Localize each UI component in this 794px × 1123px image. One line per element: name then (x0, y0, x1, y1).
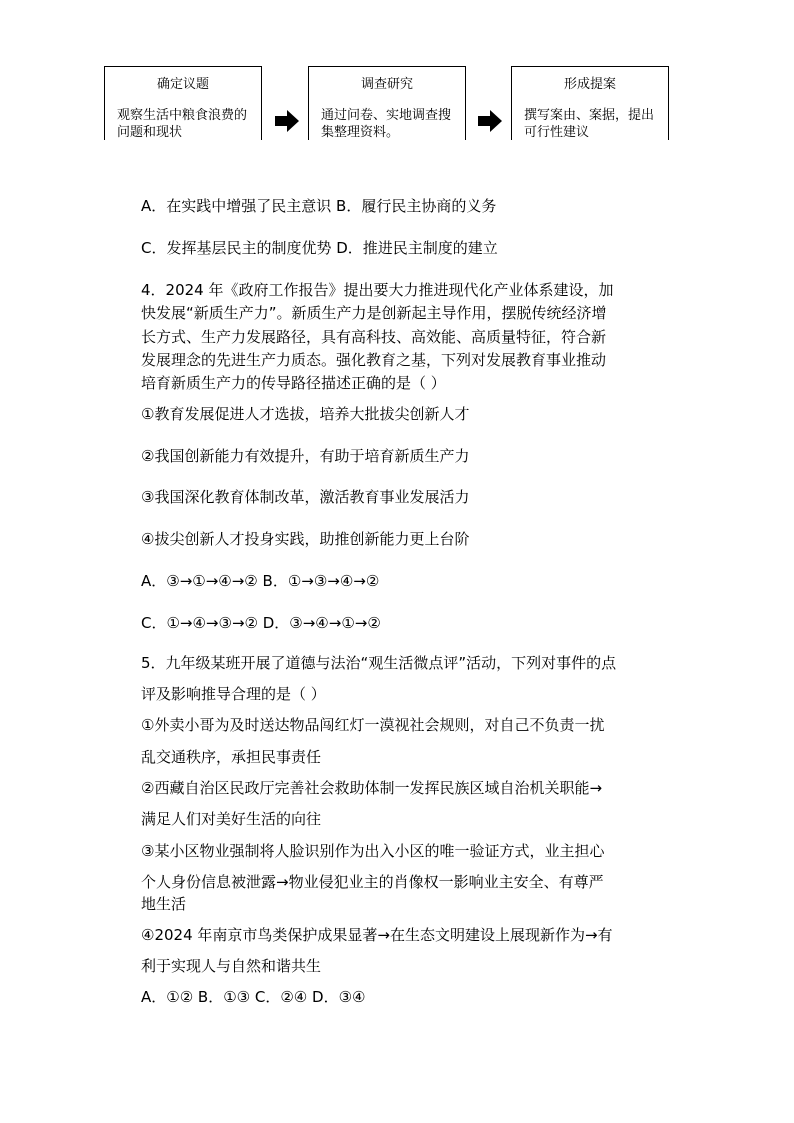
flow-step-desc-line: 观察生活中粮食浪费的 (117, 108, 248, 123)
q5-options: A．①② B．①③ C．②④ D．③④ (141, 988, 366, 1006)
q4-item-2: ②我国创新能力有效提升，有助于培育新质生产力 (141, 447, 470, 465)
q5-item-line: 满足人们对美好生活的向往 (141, 810, 322, 828)
flow-step-title: 调查研究 (360, 77, 413, 92)
q3-options-ab: A．在实践中增强了民主意识 B．履行民主协商的义务 (141, 197, 497, 215)
q4-stem-line: 培育新质生产力的传导路径描述正确的是（ ） (141, 374, 446, 392)
flow-step-desc-line: 撰写案由、案据，提出 (524, 108, 655, 123)
q4-item-3: ③我国深化教育体制改革，激活教育事业发展活力 (141, 488, 470, 506)
flow-step-desc (117, 107, 255, 141)
flow-step-desc (321, 107, 459, 141)
flow-step-desc-line: 集整理资料。 (321, 125, 400, 140)
q3-options-cd: C．发挥基层民主的制度优势 D．推进民主制度的建立 (141, 239, 498, 257)
q4-options-cd: C．①→④→③→② D．③→④→①→② (141, 614, 381, 632)
flow-step-desc-line: 问题和现状 (117, 125, 183, 140)
flow-step-1 (104, 66, 262, 140)
flow-step-desc (524, 107, 662, 141)
flow-step-title: 确定议题 (156, 77, 209, 92)
flow-step-3 (511, 66, 669, 140)
q5-item-line: 乱交通秩序，承担民事责任 (141, 748, 322, 766)
q4-stem-line: 快发展“新质生产力”。新质生产力是创新起主导作用，摆脱传统经济增 (141, 304, 607, 322)
q4-stem-line: 长方式、生产力发展路径，具有高科技、高效能、高质量特征，符合新 (141, 328, 607, 346)
q5-item-line: 地生活 (141, 895, 187, 913)
flow-step-2 (308, 66, 466, 140)
flow-step-title: 形成提案 (563, 77, 616, 92)
q5-item-line: 个人身份信息被泄露→物业侵犯业主的肖像权一影响业主安全、有尊严 (141, 873, 604, 891)
right-arrow-icon (275, 110, 299, 132)
q5-stem-line: 5．九年级某班开展了道德与法治“观生活微点评”活动，下列对事件的点 (141, 654, 617, 672)
flow-step-desc-line: 通过问卷、实地调查搜 (321, 108, 452, 123)
q5-item-line: ③某小区物业强制将人脸识别作为出入小区的唯一验证方式，业主担心 (141, 842, 605, 860)
q4-stem-line: 发展理念的先进生产力质态。强化教育之基，下列对发展教育事业推动 (141, 351, 607, 369)
q4-options-ab: A．③→①→④→② B．①→③→④→② (141, 572, 380, 590)
q5-item-line: 利于实现人与自然和谐共生 (141, 957, 322, 975)
q4-item-1: ①教育发展促进人才选拔，培养大批拔尖创新人才 (141, 405, 470, 423)
q5-stem-line: 评及影响推导合理的是（ ） (141, 685, 326, 703)
q5-item-line: ②西藏自治区民政厅完善社会救助体制一发挥民族区域自治机关职能→ (141, 779, 603, 797)
flowchart (104, 66, 674, 144)
q4-item-4: ④拔尖创新人才投身实践，助推创新能力更上台阶 (141, 530, 470, 548)
q4-stem-line: 4．2024 年《政府工作报告》提出要大力推进现代化产业体系建设，加 (141, 281, 614, 299)
q5-item-line: ①外卖小哥为及时送达物品闯红灯一漠视社会规则，对自己不负责一扰 (141, 716, 605, 734)
flow-step-desc-line: 可行性建议 (524, 125, 590, 140)
right-arrow-icon (478, 110, 502, 132)
q5-item-line: ④2024 年南京市鸟类保护成果显著→在生态文明建设上展现新作为→有 (141, 926, 613, 944)
